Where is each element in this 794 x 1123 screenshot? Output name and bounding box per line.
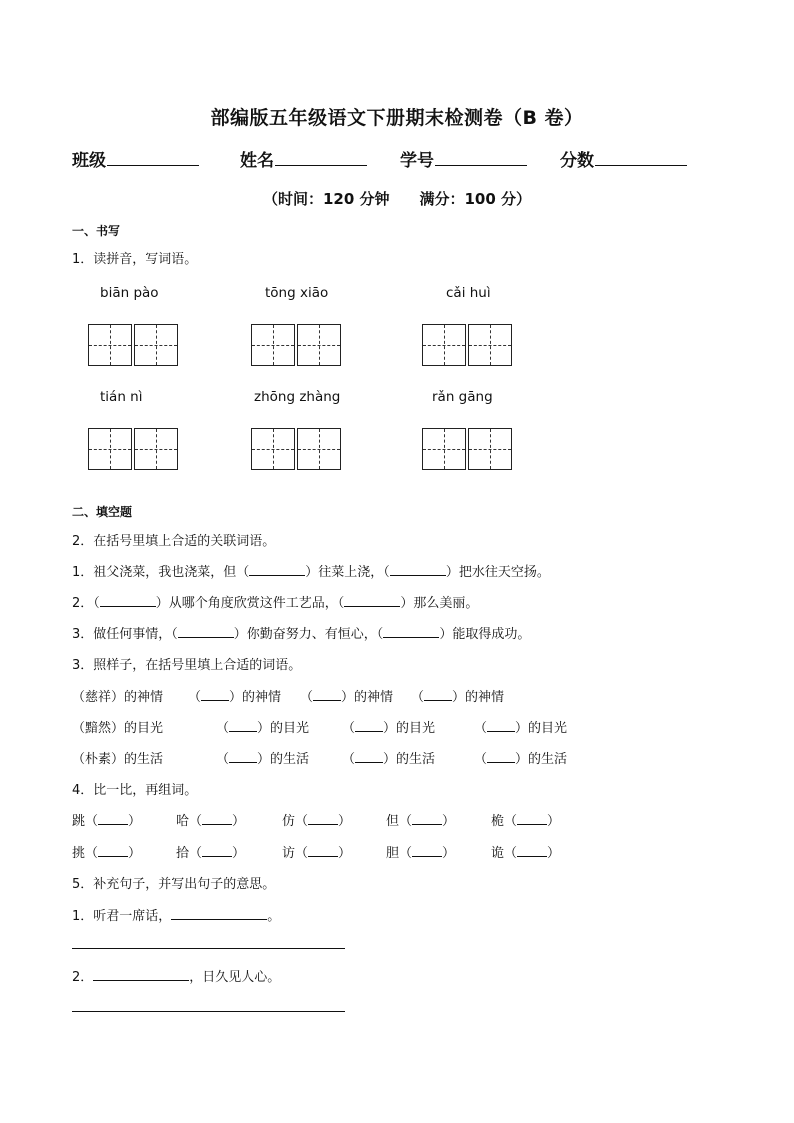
answer-blank[interactable] — [249, 562, 305, 576]
q4-item: 仿（ ） — [282, 810, 351, 829]
item-text: 听君一席话， — [93, 909, 172, 924]
item-text: 。 — [267, 909, 281, 924]
answer-blank[interactable] — [390, 562, 446, 576]
writing-grid-box[interactable] — [251, 428, 295, 470]
q3-blank-item: （ ）的目光 — [216, 717, 309, 736]
answer-blank[interactable] — [93, 967, 189, 981]
item-number: 2． — [72, 596, 94, 611]
name-label: 姓名 — [240, 151, 274, 171]
item-number: 1． — [72, 909, 94, 924]
writing-grid-box[interactable] — [88, 428, 132, 470]
answer-blank[interactable] — [171, 906, 267, 920]
q4-item: 挑（ ） — [72, 842, 141, 861]
answer-blank[interactable] — [487, 749, 515, 763]
writing-grid-box[interactable] — [297, 428, 341, 470]
answer-blank[interactable] — [355, 718, 383, 732]
item-text: ）往菜上浇，（ — [305, 565, 390, 580]
pinyin-label: tián nì — [100, 389, 143, 405]
item-number: 1． — [72, 565, 94, 580]
writing-grid-box[interactable] — [422, 428, 466, 470]
answer-blank[interactable] — [424, 687, 452, 701]
q5-item — [72, 966, 280, 985]
q3-blank-item: （ ）的神情 — [300, 686, 393, 705]
q3-example: （黯然）的目光 — [72, 721, 164, 736]
q4-item: 哈（ ） — [176, 810, 245, 829]
item-text: 做任何事情，（ — [93, 627, 178, 642]
score-label: 分数 — [560, 151, 594, 171]
writing-grid-box[interactable] — [468, 428, 512, 470]
answer-blank[interactable] — [178, 624, 234, 638]
q4-item: 访（ ） — [282, 842, 351, 861]
q4-item: 诡（ ） — [491, 842, 560, 861]
student-id-field — [400, 146, 527, 171]
class-input-line[interactable] — [107, 147, 199, 166]
writing-grid-box[interactable] — [422, 324, 466, 366]
writing-grid-box[interactable] — [134, 324, 178, 366]
q4-item: 胆（ ） — [386, 842, 455, 861]
score-field — [560, 146, 687, 171]
name-field — [240, 146, 367, 171]
answer-blank[interactable] — [517, 811, 547, 825]
pinyin-label: tōng xiāo — [265, 285, 329, 301]
q4-item: 跳（ ） — [72, 810, 141, 829]
answer-blank[interactable] — [412, 811, 442, 825]
q3-blank-item: （ ）的目光 — [474, 717, 567, 736]
answer-blank[interactable] — [355, 749, 383, 763]
item-number: 3． — [72, 627, 94, 642]
time-and-score: （时间：120 分钟 满分：100 分） — [262, 190, 532, 208]
q4-item: 但（ ） — [386, 810, 455, 829]
item-text: ）你勤奋努力、有恒心，（ — [233, 627, 384, 642]
answer-blank[interactable] — [98, 811, 128, 825]
q4-item: 拾（ ） — [176, 842, 245, 861]
writing-grid-box[interactable] — [134, 428, 178, 470]
q3-blank-item: （ ）的神情 — [411, 686, 504, 705]
question-2-item — [72, 561, 550, 580]
item-text: ）把水往天空扬。 — [445, 565, 550, 580]
answer-blank[interactable] — [412, 843, 442, 857]
q3-example: （朴素）的生活 — [72, 752, 164, 767]
class-field — [72, 146, 199, 171]
answer-blank[interactable] — [229, 749, 257, 763]
pinyin-label: biān pào — [100, 285, 159, 301]
q3-blank-item: （ ）的目光 — [342, 717, 435, 736]
class-label: 班级 — [72, 151, 106, 171]
question-5: 5．补充句子，并写出句子的意思。 — [72, 877, 276, 892]
answer-blank[interactable] — [517, 843, 547, 857]
pinyin-label: cǎi huì — [446, 285, 491, 301]
student-id-input-line[interactable] — [435, 147, 527, 166]
q4-item: 桅（ ） — [491, 810, 560, 829]
name-input-line[interactable] — [275, 147, 367, 166]
answer-blank[interactable] — [202, 843, 232, 857]
question-2: 2．在括号里填上合适的关联词语。 — [72, 534, 276, 549]
q3-blank-item: （ ）的生活 — [474, 748, 567, 767]
student-id-label: 学号 — [400, 151, 434, 171]
question-4: 4．比一比，再组词。 — [72, 783, 198, 798]
q3-blank-item: （ ）的神情 — [188, 686, 281, 705]
question-2-item — [72, 592, 478, 611]
answer-blank[interactable] — [201, 687, 229, 701]
page-title: 部编版五年级语文下册期末检测卷（B 卷） — [210, 107, 584, 129]
q3-blank-item: （ ）的生活 — [216, 748, 309, 767]
answer-blank[interactable] — [383, 624, 439, 638]
item-number: 2． — [72, 970, 94, 985]
meaning-answer-line[interactable] — [72, 948, 345, 949]
writing-grid-box[interactable] — [88, 324, 132, 366]
item-text: ）能取得成功。 — [439, 627, 531, 642]
answer-blank[interactable] — [202, 811, 232, 825]
answer-blank[interactable] — [98, 843, 128, 857]
writing-grid-box[interactable] — [251, 324, 295, 366]
answer-blank[interactable] — [344, 593, 400, 607]
section-heading-writing: 一、书写 — [72, 224, 121, 238]
question-1: 1．读拼音，写词语。 — [72, 252, 198, 267]
answer-blank[interactable] — [487, 718, 515, 732]
item-text: ）那么美丽。 — [400, 596, 479, 611]
item-text: ，日久见人心。 — [189, 970, 281, 985]
score-input-line[interactable] — [595, 147, 687, 166]
q3-blank-item: （ ）的生活 — [342, 748, 435, 767]
q5-item — [72, 905, 280, 924]
item-text: ）从哪个角度欣赏这件工艺品，（ — [155, 596, 345, 611]
q3-example: （慈祥）的神情 — [72, 690, 164, 705]
item-text: 祖父浇菜，我也浇菜，但（ — [93, 565, 250, 580]
answer-blank[interactable] — [308, 811, 338, 825]
question-2-item — [72, 623, 530, 642]
section-heading-fill-in: 二、填空题 — [72, 505, 133, 519]
answer-blank[interactable] — [229, 718, 257, 732]
pinyin-label: zhōng zhàng — [254, 389, 341, 405]
meaning-answer-line[interactable] — [72, 1011, 345, 1012]
item-text: （ — [93, 596, 100, 611]
question-3: 3．照样子，在括号里填上合适的词语。 — [72, 658, 302, 673]
answer-blank[interactable] — [100, 593, 156, 607]
writing-grid-box[interactable] — [297, 324, 341, 366]
answer-blank[interactable] — [308, 843, 338, 857]
writing-grid-box[interactable] — [468, 324, 512, 366]
answer-blank[interactable] — [313, 687, 341, 701]
pinyin-label: rǎn gāng — [432, 389, 493, 405]
